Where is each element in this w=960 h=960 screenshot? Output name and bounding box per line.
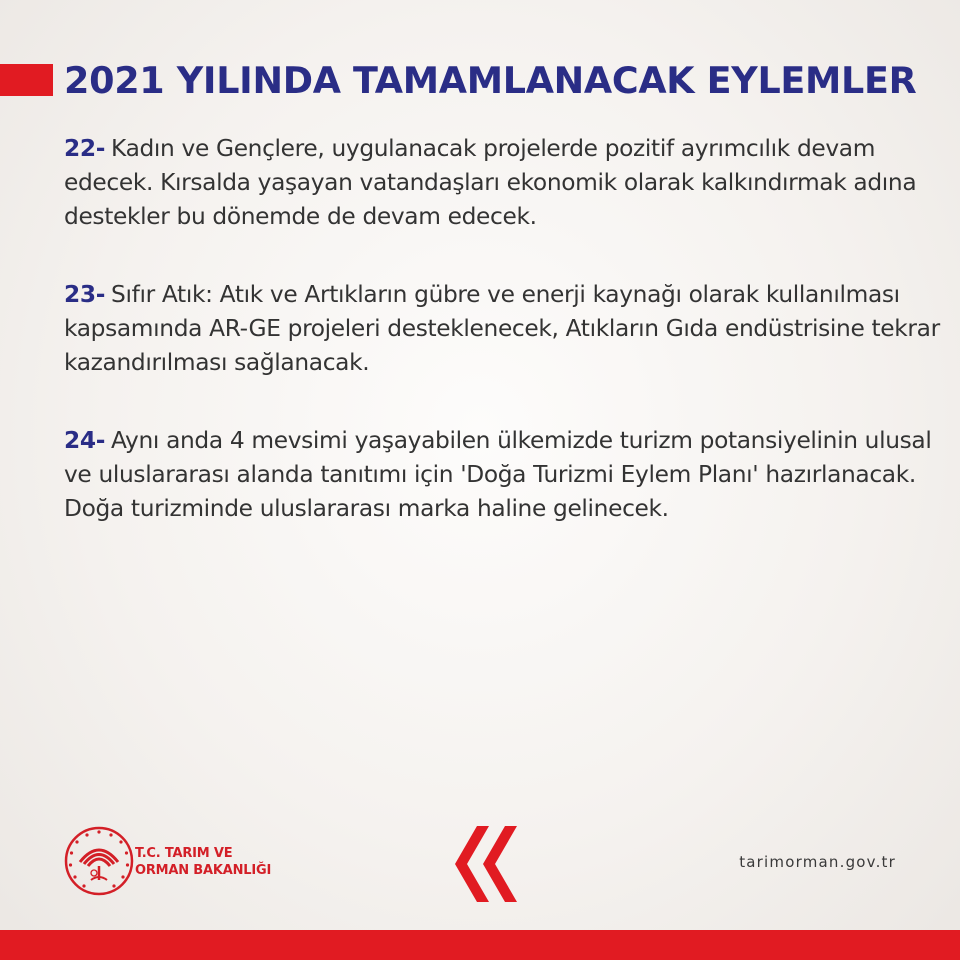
item-number: 23- — [64, 281, 106, 308]
ministry-name-line2: ORMAN BAKANLIĞI — [135, 863, 272, 878]
ministry-emblem-icon — [64, 826, 134, 896]
item-text: Aynı anda 4 mevsimi yaşayabilen ülkemizde turizm potansiyelinin ulusal ve uluslararası alanda tanıtımı için 'Doğa Turizmi Eylem Planı' hazırlanacak. Doğa turizminde uluslararası marka haline gelinecek. — [64, 427, 932, 522]
ministry-name-line1: T.C. TARIM VE — [135, 846, 233, 861]
list-item — [64, 278, 944, 380]
website-link[interactable]: tarimorman.gov.tr — [739, 853, 896, 871]
item-number: 22- — [64, 135, 106, 162]
footer-accent-bar — [0, 930, 960, 960]
ministry-name — [135, 845, 271, 879]
header-accent-bar — [0, 64, 53, 96]
item-number: 24- — [64, 427, 106, 454]
action-list — [64, 132, 944, 570]
item-text: Kadın ve Gençlere, uygulanacak projelerde pozitif ayrımcılık devam edecek. Kırsalda yaşayan vatandaşları ekonomik olarak kalkındırmak adına destekler bu dönemde de devam edecek. — [64, 135, 917, 230]
double-chevron-left-icon — [445, 826, 520, 902]
page-title: 2021 YILINDA TAMAMLANACAK EYLEMLER — [64, 59, 917, 102]
list-item — [64, 132, 944, 234]
item-text: Sıfır Atık: Atık ve Artıkların gübre ve enerji kaynağı olarak kullanılması kapsamında AR-GE projeleri desteklenecek, Atıkların Gıda endüstrisine tekrar kazandırılması sağlanacak. — [64, 281, 940, 376]
list-item — [64, 424, 944, 526]
